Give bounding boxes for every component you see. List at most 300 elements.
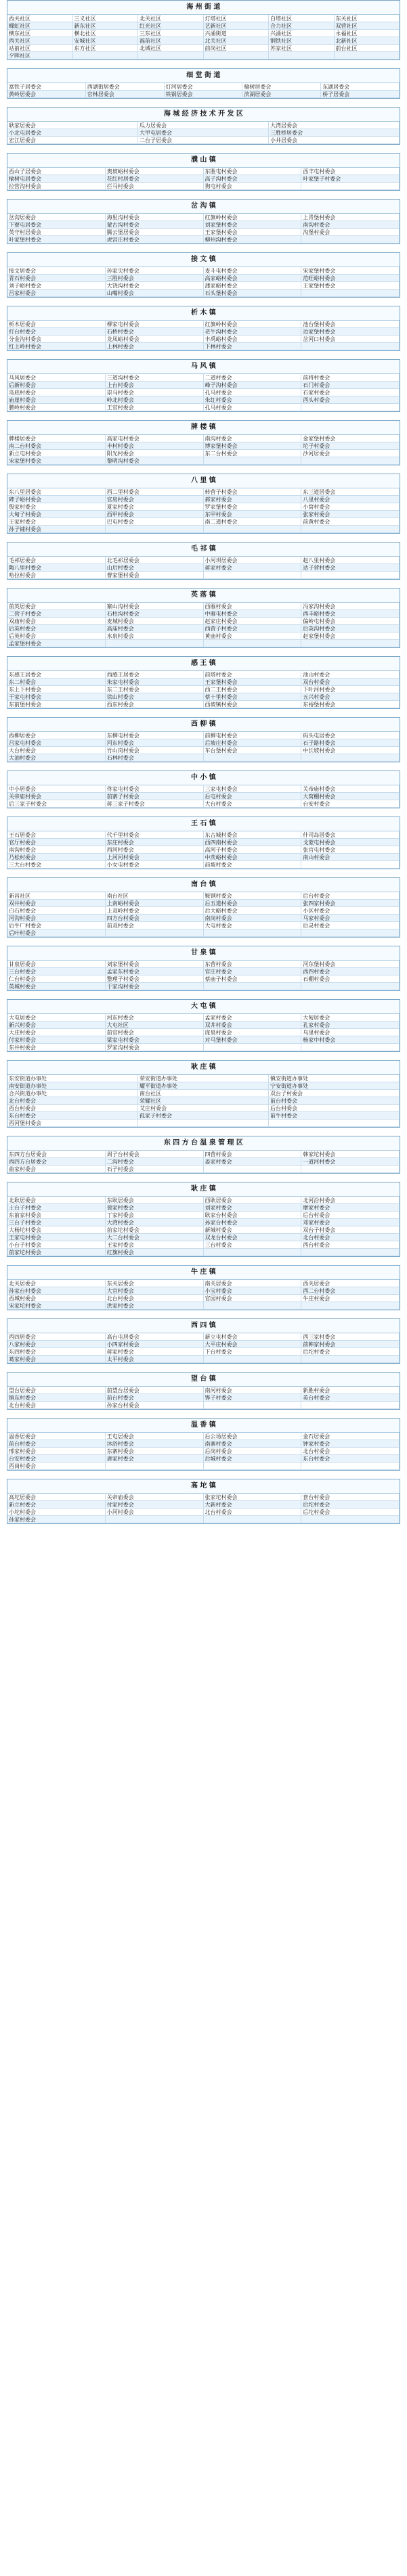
entity-cell[interactable]: 麦斗屯村委会	[204, 267, 302, 275]
entity-cell[interactable]: 赵家堡村委会	[301, 632, 400, 640]
entity-cell[interactable]: 西三家村委会	[301, 1333, 400, 1341]
entity-cell[interactable]: 赵八里村委会	[301, 557, 400, 564]
entity-cell[interactable]	[204, 929, 302, 937]
entity-cell[interactable]: 后台村委会	[269, 1105, 400, 1112]
entity-cell[interactable]: 钢铁社区	[269, 37, 335, 45]
entity-cell[interactable]: 前将村委会	[301, 374, 400, 382]
entity-cell[interactable]: 曲家村委会	[7, 1166, 106, 1173]
entity-cell[interactable]: 西河堡村委会	[7, 1120, 138, 1127]
entity-cell[interactable]: 蒲家峪村委会	[204, 282, 302, 290]
entity-cell[interactable]: 小河村委会	[106, 1509, 204, 1516]
entity-cell[interactable]	[204, 52, 270, 60]
entity-cell[interactable]: 寨山沟村委会	[106, 603, 204, 610]
entity-cell[interactable]: 上青堡村委会	[301, 214, 400, 221]
entity-cell[interactable]: 三道沟村委会	[106, 374, 204, 382]
entity-cell[interactable]: 西关居委会	[301, 1280, 400, 1287]
entity-cell[interactable]: 荣耀社区	[138, 1097, 269, 1105]
entity-cell[interactable]: 五兴村委会	[301, 693, 400, 701]
entity-cell[interactable]: 前台社区	[335, 45, 400, 52]
entity-cell[interactable]: 乃松村委会	[7, 854, 106, 861]
entity-cell[interactable]: 蔡庙子村委会	[204, 975, 302, 983]
entity-cell[interactable]: 高坨居委会	[7, 1494, 106, 1501]
entity-cell[interactable]	[301, 526, 400, 533]
entity-cell[interactable]: 孟家堡村委会	[7, 640, 106, 647]
entity-cell[interactable]: 前岗社区	[204, 45, 270, 52]
entity-cell[interactable]: 高家屯村委会	[106, 435, 204, 442]
entity-cell[interactable]: 码头屯居委会	[301, 732, 400, 739]
entity-cell[interactable]: 对马堡村委会	[204, 1036, 302, 1044]
entity-cell[interactable]: 前家坨村委会	[7, 1249, 106, 1256]
entity-cell[interactable]: 王家屯村委会	[7, 1234, 106, 1241]
entity-cell[interactable]	[269, 52, 335, 60]
entity-cell[interactable]: 大湾居委会	[269, 122, 400, 129]
entity-cell[interactable]: 陶八里村委会	[7, 564, 106, 572]
entity-cell[interactable]: 北河沿村委会	[301, 1197, 400, 1204]
entity-cell[interactable]: 东古城村委会	[204, 831, 302, 839]
entity-cell[interactable]: 后坡庄村委会	[204, 739, 302, 747]
entity-cell[interactable]: 张家坨村委会	[204, 1494, 302, 1501]
entity-cell[interactable]: 王家村委会	[106, 1241, 204, 1249]
entity-cell[interactable]: 后台村委会	[301, 892, 400, 900]
entity-cell[interactable]: 池山村委会	[301, 671, 400, 678]
entity-cell[interactable]: 孔马村委会	[204, 404, 302, 411]
entity-cell[interactable]: 蒋三家子村委会	[106, 800, 204, 808]
entity-cell[interactable]: 拉营沟村委会	[7, 183, 106, 190]
entity-cell[interactable]: 蔡十里村委会	[204, 693, 302, 701]
entity-cell[interactable]	[106, 526, 204, 533]
entity-cell[interactable]: 石子路村委会	[301, 739, 400, 747]
entity-cell[interactable]: 上河河村委会	[106, 854, 204, 861]
entity-cell[interactable]	[301, 1302, 400, 1310]
entity-cell[interactable]	[301, 1356, 400, 1363]
entity-cell[interactable]: 孙家台村委会	[7, 1287, 106, 1295]
entity-cell[interactable]: 前坡村委会	[204, 861, 302, 869]
entity-cell[interactable]: 北关社区	[204, 37, 270, 45]
entity-cell[interactable]	[301, 1402, 400, 1409]
entity-cell[interactable]: 小窝村委会	[301, 503, 400, 511]
entity-cell[interactable]	[301, 236, 400, 244]
entity-cell[interactable]: 前台村委会	[7, 1440, 106, 1448]
entity-cell[interactable]: 上台村委会	[106, 382, 204, 389]
entity-cell[interactable]: 北台村委会	[106, 1295, 204, 1302]
entity-cell[interactable]: 官庄村委会	[204, 968, 302, 975]
entity-cell[interactable]: 镇安街道办事处	[269, 1075, 400, 1082]
entity-cell[interactable]: 金石居委会	[301, 1433, 400, 1440]
entity-cell[interactable]: 上双岭村委会	[106, 907, 204, 915]
entity-cell[interactable]: 吕家屯村委会	[7, 739, 106, 747]
entity-cell[interactable]: 老牛沟村委会	[204, 328, 302, 336]
entity-cell[interactable]: 于家屯村委会	[7, 693, 106, 701]
entity-cell[interactable]: 北关居委会	[7, 1280, 106, 1287]
entity-cell[interactable]: 双庙村委会	[7, 618, 106, 625]
entity-cell[interactable]: 东八里居委会	[7, 488, 106, 496]
entity-cell[interactable]: 西四村委会	[301, 968, 400, 975]
entity-cell[interactable]: 西坡镇村委会	[204, 701, 302, 708]
entity-cell[interactable]: 前黄村委会	[301, 518, 400, 526]
entity-cell[interactable]	[204, 640, 302, 647]
entity-cell[interactable]: 东前堡村委会	[7, 701, 106, 708]
entity-cell[interactable]: 中雁屯村委会	[204, 610, 302, 618]
entity-cell[interactable]: 后英村委会	[7, 632, 106, 640]
entity-cell[interactable]: 双井村委会	[7, 900, 106, 907]
entity-cell[interactable]: 大湾村委会	[106, 1219, 204, 1226]
entity-cell[interactable]: 东感王居委会	[7, 671, 106, 678]
entity-cell[interactable]: 英城村委会	[7, 983, 106, 990]
entity-cell[interactable]	[301, 1516, 400, 1523]
entity-cell[interactable]: 前英居委会	[7, 603, 106, 610]
entity-cell[interactable]: 西湖街居委会	[86, 83, 165, 91]
entity-cell[interactable]: 温香居委会	[7, 1433, 106, 1440]
entity-cell[interactable]: 红旗村委会	[106, 1249, 204, 1256]
entity-cell[interactable]: 峰子沟村委会	[204, 382, 302, 389]
entity-cell[interactable]	[204, 1166, 302, 1173]
entity-cell[interactable]: 耿家台村委会	[204, 1212, 302, 1219]
entity-cell[interactable]: 灯河居委会	[165, 83, 243, 91]
entity-cell[interactable]: 双井村委会	[204, 1021, 302, 1029]
entity-cell[interactable]: 耀平街道办事处	[138, 1082, 269, 1090]
entity-cell[interactable]: 南台社区	[138, 1090, 269, 1097]
entity-cell[interactable]: 北台村委会	[7, 1402, 106, 1409]
entity-cell[interactable]: 耿家居委会	[7, 122, 138, 129]
entity-cell[interactable]: 南关居委会	[204, 1280, 302, 1287]
entity-cell[interactable]: 葛家村委会	[7, 1356, 106, 1363]
entity-cell[interactable]: 南寨村委会	[204, 1440, 302, 1448]
entity-cell[interactable]: 大屯居委会	[7, 1014, 106, 1021]
entity-cell[interactable]: 梁家屯村委会	[106, 1036, 204, 1044]
entity-cell[interactable]: 北台村委会	[204, 1509, 302, 1516]
entity-cell[interactable]: 新胜村委会	[301, 1387, 400, 1394]
entity-cell[interactable]: 八家村委会	[7, 1341, 106, 1348]
entity-cell[interactable]: 王家堡村委会	[301, 282, 400, 290]
entity-cell[interactable]: 蒙古沟村委会	[106, 221, 204, 229]
entity-cell[interactable]: 代千里村委会	[106, 831, 204, 839]
entity-cell[interactable]: 北毛祁居委会	[106, 557, 204, 564]
entity-cell[interactable]: 罗家沟村委会	[106, 1044, 204, 1051]
entity-cell[interactable]: 北城社区	[138, 45, 204, 52]
entity-cell[interactable]: 新立屯村委会	[7, 450, 106, 457]
entity-cell[interactable]: 后牛厂村委会	[7, 922, 106, 929]
entity-cell[interactable]: 打台村委会	[7, 328, 106, 336]
entity-cell[interactable]: 东四方台居委会	[7, 1151, 106, 1158]
entity-cell[interactable]: 小四家村委会	[106, 1341, 204, 1348]
entity-cell[interactable]: 夕晖社区	[7, 52, 73, 60]
entity-cell[interactable]: 接文居委会	[7, 267, 106, 275]
entity-cell[interactable]: 西耿居委会	[204, 1197, 302, 1204]
entity-cell[interactable]: 海里沟村委会	[106, 214, 204, 221]
entity-cell[interactable]: 大饶沟村委会	[106, 282, 204, 290]
entity-cell[interactable]: 青石村委会	[7, 275, 106, 282]
entity-cell[interactable]: 山后村委会	[106, 564, 204, 572]
entity-cell[interactable]: 边家堡村委会	[301, 328, 400, 336]
entity-cell[interactable]: 英台村委会	[301, 1394, 400, 1402]
entity-cell[interactable]: 南台社区	[106, 892, 204, 900]
entity-cell[interactable]: 小坨村委会	[7, 1509, 106, 1516]
entity-cell[interactable]: 巴屯村委会	[106, 518, 204, 526]
entity-cell[interactable]: 东寨村委会	[106, 1448, 204, 1455]
entity-cell[interactable]	[301, 1166, 400, 1173]
entity-cell[interactable]: 小区村委会	[301, 907, 400, 915]
entity-cell[interactable]: 毛祁居委会	[7, 557, 106, 564]
entity-cell[interactable]: 艾庄村委会	[138, 1105, 269, 1112]
entity-cell[interactable]: 后五道村委会	[204, 900, 302, 907]
entity-cell[interactable]: 北关社区	[138, 15, 204, 22]
entity-cell[interactable]: 后公场居委会	[204, 1433, 302, 1440]
entity-cell[interactable]: 岭北村委会	[106, 396, 204, 404]
entity-cell[interactable]: 邓家村委会	[301, 1219, 400, 1226]
entity-cell[interactable]: 东营村委会	[204, 961, 302, 968]
entity-cell[interactable]: 西台村委会	[301, 1241, 400, 1249]
entity-cell[interactable]: 前韩家村委会	[301, 1341, 400, 1348]
entity-cell[interactable]	[301, 861, 400, 869]
entity-cell[interactable]: 官园村委会	[204, 1295, 302, 1302]
entity-cell[interactable]: 南河村委会	[204, 1387, 302, 1394]
entity-cell[interactable]: 罗家堡村委会	[204, 503, 302, 511]
entity-cell[interactable]: 富铁子居委会	[7, 83, 86, 91]
entity-cell[interactable]: 西四方台居委会	[7, 1158, 106, 1166]
entity-cell[interactable]	[106, 640, 204, 647]
entity-cell[interactable]: 河沟村委会	[7, 915, 106, 922]
entity-cell[interactable]: 戈蒙屯村委会	[301, 839, 400, 846]
entity-cell[interactable]: 丰禹峪村委会	[204, 336, 302, 343]
entity-cell[interactable]: 周子台村委会	[106, 1151, 204, 1158]
entity-cell[interactable]: 赵家庄村委会	[204, 618, 302, 625]
entity-cell[interactable]: 前寨子村委会	[106, 793, 204, 800]
entity-cell[interactable]: 小河坝居委会	[204, 557, 302, 564]
entity-cell[interactable]: 沐浴村委会	[106, 1440, 204, 1448]
entity-cell[interactable]: 南沟村委会	[301, 221, 400, 229]
entity-cell[interactable]: 双龙台村委会	[204, 1234, 302, 1241]
entity-cell[interactable]: 孟家村委会	[204, 1014, 302, 1021]
entity-cell[interactable]	[301, 1249, 400, 1256]
entity-cell[interactable]: 河东村委会	[106, 739, 204, 747]
entity-cell[interactable]: 南二道村委会	[204, 518, 302, 526]
entity-cell[interactable]: 荣安街道办事处	[138, 1075, 269, 1082]
entity-cell[interactable]: 新立村委会	[7, 1501, 106, 1509]
entity-cell[interactable]: 小井居委会	[269, 137, 400, 144]
entity-cell[interactable]: 郝家村委会	[204, 496, 302, 503]
entity-cell[interactable]: 前柳屯村委会	[204, 732, 302, 739]
entity-cell[interactable]: 白塔社区	[269, 15, 335, 22]
entity-cell[interactable]: 兴涌街道	[204, 30, 270, 37]
entity-cell[interactable]: 前台村委会	[106, 1394, 204, 1402]
entity-cell[interactable]: 石头堡村委会	[204, 290, 302, 297]
entity-cell[interactable]: 西山子居委会	[7, 168, 106, 175]
entity-cell[interactable]: 孤家子村委会	[138, 1112, 269, 1120]
entity-cell[interactable]: 孔马村委会	[204, 389, 302, 396]
entity-cell[interactable]	[73, 52, 139, 60]
entity-cell[interactable]: 中茨峪村委会	[204, 854, 302, 861]
entity-cell[interactable]: 后屯村委会	[204, 793, 302, 800]
entity-cell[interactable]	[301, 404, 400, 411]
entity-cell[interactable]	[301, 929, 400, 937]
entity-cell[interactable]: 后英村委会	[7, 625, 106, 632]
entity-cell[interactable]: 北耿居委会	[7, 1197, 106, 1204]
entity-cell[interactable]: 邢家村委会	[7, 1448, 106, 1455]
entity-cell[interactable]: 孙家台村委会	[106, 1402, 204, 1409]
entity-cell[interactable]: 红土岭村委会	[7, 343, 106, 350]
entity-cell[interactable]: 小台子村委会	[7, 1241, 106, 1249]
entity-cell[interactable]: 台安村委会	[301, 800, 400, 808]
entity-cell[interactable]: 红旗岭村委会	[204, 214, 302, 221]
entity-cell[interactable]: 双台子村委会	[269, 1090, 400, 1097]
entity-cell[interactable]: 后坨村委会	[301, 1348, 400, 1356]
entity-cell[interactable]	[204, 1249, 302, 1256]
entity-cell[interactable]: 付家村委会	[7, 1036, 106, 1044]
entity-cell[interactable]: 王家堡村委会	[204, 229, 302, 236]
entity-cell[interactable]: 西二王村委会	[204, 686, 302, 693]
entity-cell[interactable]: 南沟村委会	[7, 846, 106, 854]
entity-cell[interactable]: 摩家村委会	[301, 1204, 400, 1212]
entity-cell[interactable]	[204, 983, 302, 990]
entity-cell[interactable]: 二道村委会	[204, 374, 302, 382]
entity-cell[interactable]: 一道河村委会	[301, 1158, 400, 1166]
entity-cell[interactable]	[301, 183, 400, 190]
entity-cell[interactable]: 唐家村委会	[106, 1455, 204, 1463]
entity-cell[interactable]: 后灵村委会	[301, 922, 400, 929]
entity-cell[interactable]: 榆树居委会	[242, 83, 321, 91]
entity-cell[interactable]: 上林村委会	[106, 343, 204, 350]
entity-cell[interactable]: 孙家台村委会	[204, 1219, 302, 1226]
entity-cell[interactable]	[138, 1120, 269, 1127]
entity-cell[interactable]: 范旺峪村委会	[301, 275, 400, 282]
entity-cell[interactable]: 东甲村委会	[204, 511, 302, 518]
entity-cell[interactable]: 孟家东村委会	[106, 968, 204, 975]
entity-cell[interactable]: 北新社区	[335, 37, 400, 45]
entity-cell[interactable]: 分金沟村委会	[7, 336, 106, 343]
entity-cell[interactable]: 车台堡村委会	[204, 747, 302, 754]
entity-cell[interactable]: 小宝村委会	[204, 1287, 302, 1295]
entity-cell[interactable]: 后英沟村委会	[301, 625, 400, 632]
entity-cell[interactable]: 太平村委会	[106, 1356, 204, 1363]
entity-cell[interactable]: 滨湖居委会	[242, 91, 321, 98]
entity-cell[interactable]: 后新村委会	[7, 382, 106, 389]
entity-cell[interactable]: 奥坡峪村委会	[106, 168, 204, 175]
entity-cell[interactable]: 马家村委会	[301, 915, 400, 922]
entity-cell[interactable]: 裴家村委会	[106, 1204, 204, 1212]
entity-cell[interactable]: 东关社区	[335, 15, 400, 22]
entity-cell[interactable]: 山嘴村委会	[106, 290, 204, 297]
entity-cell[interactable]: 王家堡村委会	[204, 678, 302, 686]
entity-cell[interactable]: 东关居委会	[106, 1280, 204, 1287]
entity-cell[interactable]: 关帝庙村委会	[301, 785, 400, 793]
entity-cell[interactable]: 孙家村委会	[7, 1516, 106, 1523]
entity-cell[interactable]: 西东村委会	[106, 701, 204, 708]
entity-cell[interactable]: 永福社区	[335, 30, 400, 37]
entity-cell[interactable]: 前塔村委会	[204, 671, 302, 678]
entity-cell[interactable]: 丁家村委会	[106, 1212, 204, 1219]
entity-cell[interactable]: 杨家中村委会	[301, 1036, 400, 1044]
entity-cell[interactable]: 西营子村委会	[204, 625, 302, 632]
entity-cell[interactable]: 河东村委会	[106, 1014, 204, 1021]
entity-cell[interactable]: 张官屯村委会	[301, 846, 400, 854]
entity-cell[interactable]: 阳光村委会	[106, 450, 204, 457]
entity-cell[interactable]: 台安村委会	[7, 1455, 106, 1463]
entity-cell[interactable]: 王石居委会	[7, 831, 106, 839]
entity-cell[interactable]: 庞泉村委会	[204, 1029, 302, 1036]
entity-cell[interactable]: 大甸居委会	[301, 1014, 400, 1021]
entity-cell[interactable]: 曹家堡村委会	[106, 572, 204, 579]
entity-cell[interactable]: 西头村委会	[301, 396, 400, 404]
entity-cell[interactable]: 大屯村委会	[204, 922, 302, 929]
entity-cell[interactable]: 后岗村委会	[204, 1448, 302, 1455]
entity-cell[interactable]: 大杨坨村委会	[7, 1226, 106, 1234]
entity-cell[interactable]: 大甲屯居委会	[138, 129, 269, 137]
entity-cell[interactable]: 安城社区	[73, 37, 139, 45]
entity-cell[interactable]: 叶家堡村委会	[7, 236, 106, 244]
entity-cell[interactable]: 艺新社区	[204, 22, 270, 30]
entity-cell[interactable]: 三胜村委会	[106, 275, 204, 282]
entity-cell[interactable]: 东二台村委会	[204, 450, 302, 457]
entity-cell[interactable]: 望台居委会	[7, 1387, 106, 1394]
entity-cell[interactable]: 灯塔社区	[204, 15, 270, 22]
entity-cell[interactable]: 蒋家村委会	[204, 564, 302, 572]
entity-cell[interactable]: 析木居委会	[7, 321, 106, 328]
entity-cell[interactable]: 沟堡村委会	[301, 229, 400, 236]
entity-cell[interactable]: 东方社区	[73, 45, 139, 52]
entity-cell[interactable]: 下台村委会	[204, 1348, 302, 1356]
entity-cell[interactable]: 后台村委会	[301, 1212, 400, 1219]
entity-cell[interactable]: 南沟村委会	[204, 435, 302, 442]
entity-cell[interactable]: 上南峪村委会	[106, 900, 204, 907]
entity-cell[interactable]: 横北社区	[73, 30, 139, 37]
entity-cell[interactable]: 东耿居委会	[106, 1197, 204, 1204]
entity-cell[interactable]: 石子村委会	[106, 1166, 204, 1173]
entity-cell[interactable]: 前官村委会	[106, 1029, 204, 1036]
entity-cell[interactable]: 官林居委会	[86, 91, 165, 98]
entity-cell[interactable]	[301, 983, 400, 990]
entity-cell[interactable]: 小北屯居委会	[7, 129, 138, 137]
entity-cell[interactable]: 孔家村委会	[301, 1021, 400, 1029]
entity-cell[interactable]: 后大峪村委会	[204, 907, 302, 915]
entity-cell[interactable]: 佟家屯村委会	[106, 785, 204, 793]
entity-cell[interactable]: 八里村委会	[301, 496, 400, 503]
entity-cell[interactable]: 关帝庙村委会	[7, 793, 106, 800]
entity-cell[interactable]: 腰岭村委会	[7, 404, 106, 411]
entity-cell[interactable]: 后坨村委会	[301, 1509, 400, 1516]
entity-cell[interactable]	[204, 1302, 302, 1310]
entity-cell[interactable]: 二沟村委会	[106, 1158, 204, 1166]
entity-cell[interactable]: 铁锅居委会	[165, 91, 243, 98]
entity-cell[interactable]: 高河子村委会	[204, 846, 302, 854]
entity-cell[interactable]: 殷家村委会	[7, 503, 106, 511]
entity-cell[interactable]: 叶家堡子村委会	[301, 175, 400, 183]
entity-cell[interactable]: 四营村委会	[204, 1151, 302, 1158]
entity-cell[interactable]: 姜家村委会	[204, 1158, 302, 1166]
entity-cell[interactable]: 西二里村委会	[106, 488, 204, 496]
entity-cell[interactable]: 下林村委会	[204, 343, 302, 350]
entity-cell[interactable]: 大平庄村委会	[204, 1341, 302, 1348]
entity-cell[interactable]: 张家村委会	[301, 511, 400, 518]
entity-cell[interactable]: 南岗村委会	[204, 915, 302, 922]
entity-cell[interactable]: 洪家村委会	[106, 1302, 204, 1310]
entity-cell[interactable]: 大二台村委会	[106, 1234, 204, 1241]
entity-cell[interactable]: 东胜屯村委会	[204, 168, 302, 175]
entity-cell[interactable]: 东三道居委会	[301, 488, 400, 496]
entity-cell[interactable]: 大官村委会	[106, 1287, 204, 1295]
entity-cell[interactable]: 后城村委会	[204, 1455, 302, 1463]
entity-cell[interactable]: 刘家堡村委会	[106, 961, 204, 968]
entity-cell[interactable]: 西二台村委会	[301, 1287, 400, 1295]
entity-cell[interactable]: 吕家村委会	[7, 290, 106, 297]
entity-cell[interactable]: 三台村委会	[7, 968, 106, 975]
entity-cell[interactable]: 西岗村委会	[7, 1463, 106, 1470]
entity-cell[interactable]: 三家屯村委会	[204, 785, 302, 793]
entity-cell[interactable]: 三东社区	[138, 30, 204, 37]
entity-cell[interactable]: 麦城村委会	[106, 618, 204, 625]
entity-cell[interactable]: 前牛村委会	[269, 1112, 400, 1120]
entity-cell[interactable]: 兴涌社区	[269, 30, 335, 37]
entity-cell[interactable]: 西甲村委会	[106, 511, 204, 518]
